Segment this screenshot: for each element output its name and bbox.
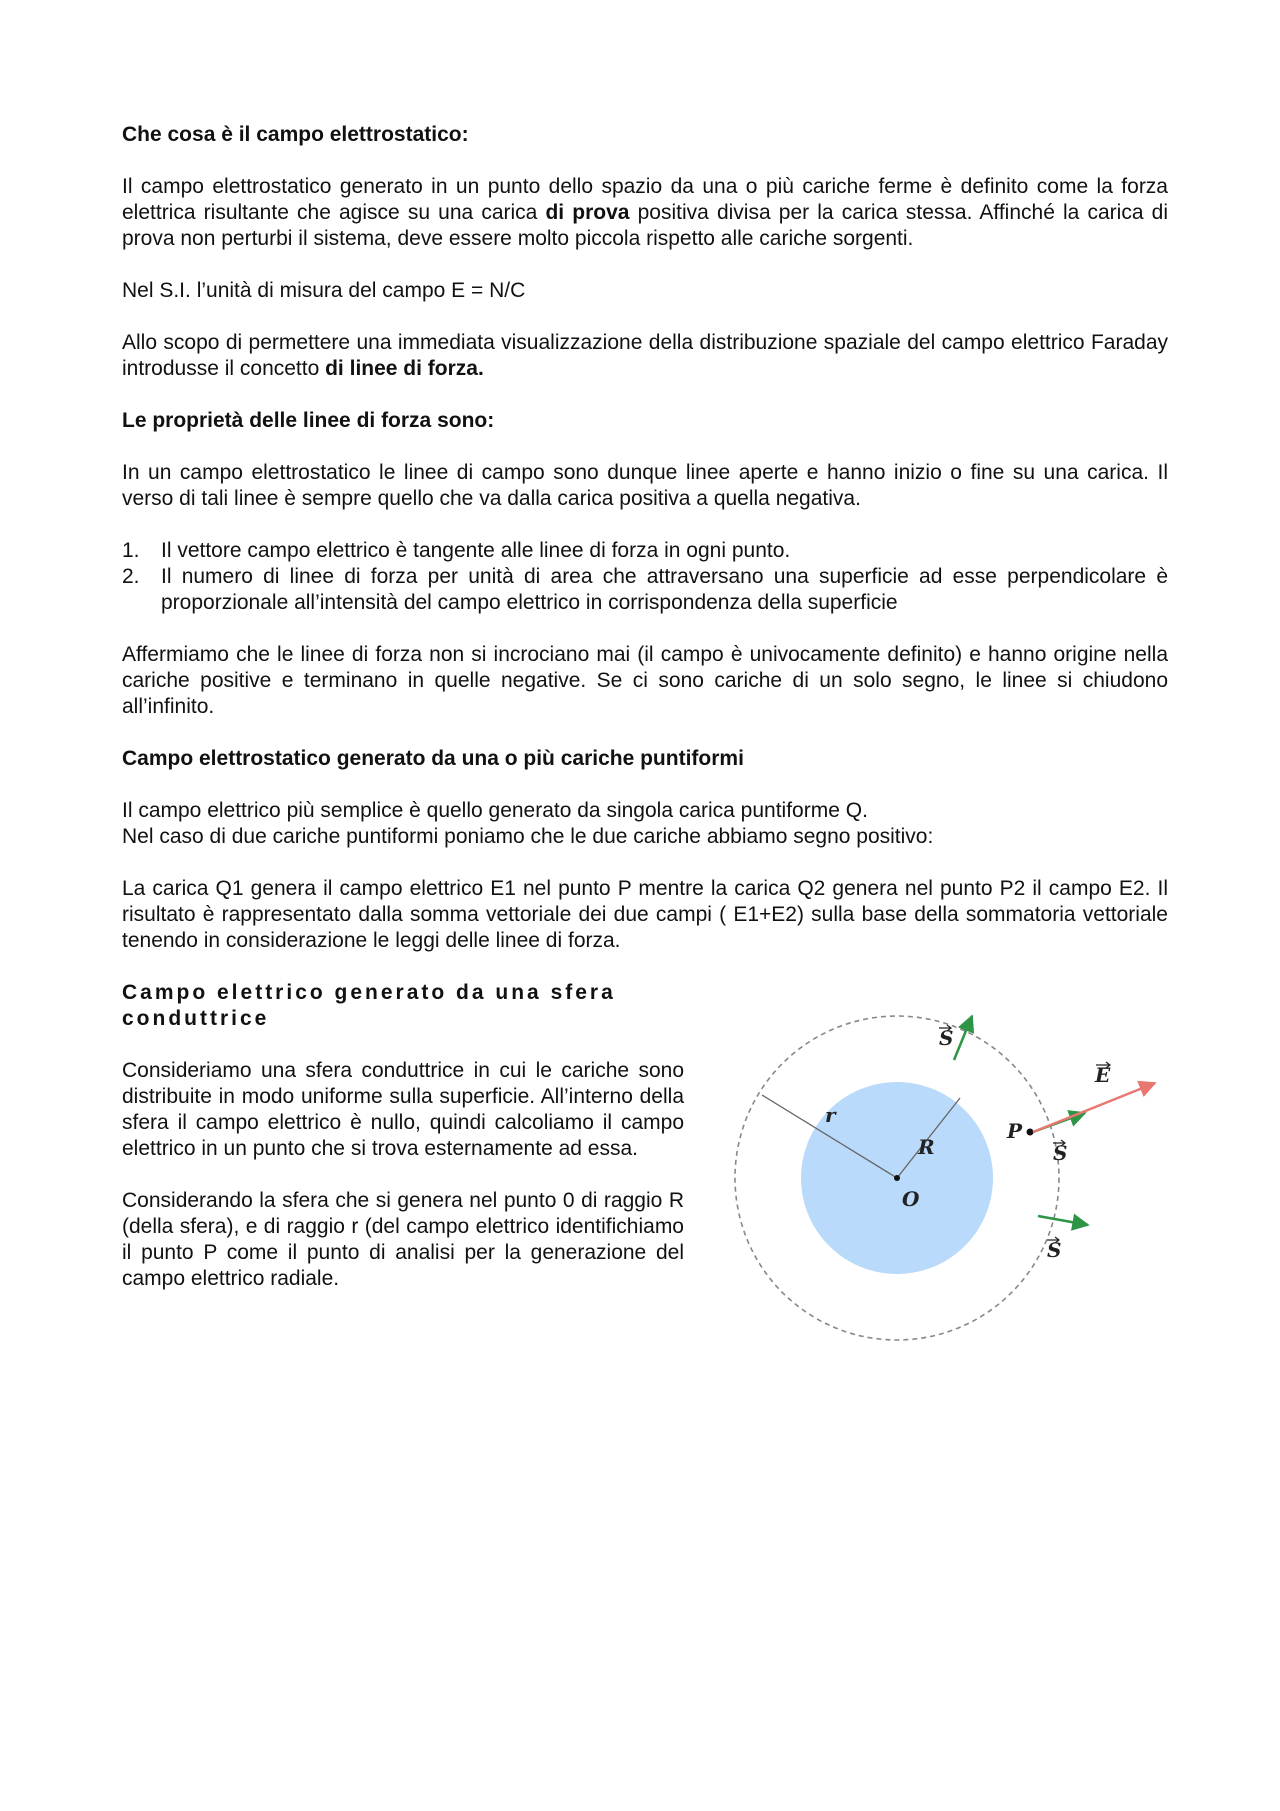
paragraph-faraday: Allo scopo di permettere una immediata visualizzazione della distribuzione spaziale del campo elettrico Faraday introdusse il concetto di linee di forza.: [122, 331, 1168, 380]
vector-s-bottom: [1038, 1216, 1088, 1225]
paragraph-somma-vettoriale: La carica Q1 genera il campo elettrico E1 nel punto P mentre la carica Q2 genera nel punto P2 il campo E2. Il risultato è rappresentato dalla somma vettoriale dei due campi ( E1+E2) sulla base della sommatoria vettoriale tenendo in considerazione le leggi delle linee di forza.: [122, 877, 1168, 952]
sphere-diagram: [727, 970, 1177, 1350]
svg-text:S: S: [939, 1026, 954, 1050]
document-page: [122, 122, 1168, 1380]
paragraph-sfera-1: Consideriamo una sfera conduttrice in cui le cariche sono distribuite in modo uniforme sulla superficie. All’interno della sfera il campo elettrico è nullo, quindi calcoliamo il campo elettrico in un punto che si trova esternamente ad essa.: [122, 1059, 684, 1160]
sphere-section: [122, 980, 1168, 1380]
list-item: 2. Il numero di linee di forza per unità di area che attraversano una superficie ad esse perpendicolare è proporzionale all’intensità del campo elettrico in corrispondenza della superficie: [122, 565, 1168, 614]
paragraph-unit: Nel S.I. l’unità di misura del campo E = N/C: [122, 279, 526, 302]
svg-text:S: S: [1053, 1141, 1068, 1165]
section-title-cariche-puntiformi: Campo elettrostatico generato da una o più cariche puntiformi: [122, 747, 744, 770]
paragraph-carica-singola: Il campo elettrico più semplice è quello generato da singola carica puntiforme Q.: [122, 799, 868, 822]
label-s-bottom: [1047, 1237, 1061, 1262]
paragraph-linee-outro: Affermiamo che le linee di forza non si incrociano mai (il campo è univocamente definito) e hanno origine nella cariche positive e terminano in quelle negative. Se ci sono cariche di un solo segno, le linee si chiudono all’infinito.: [122, 643, 1168, 718]
svg-text:r: r: [825, 1103, 836, 1127]
label-e: [1094, 1062, 1111, 1087]
label-s-top: [939, 1025, 953, 1050]
svg-text:S: S: [1047, 1238, 1062, 1262]
paragraph-definition: Il campo elettrostatico generato in un punto dello spazio da una o più cariche ferme è definito come la forza elettrica risultante che agisce su una carica di prova positiva divisa per la carica stessa. Affinché la carica di prova non perturbi il sistema, deve essere molto piccola rispetto alle cariche sorgenti.: [122, 175, 1168, 250]
sphere-field-figure: [727, 970, 1177, 1350]
svg-text:P: P: [1007, 1119, 1023, 1143]
svg-text:E: E: [1095, 1063, 1111, 1087]
svg-text:O: O: [902, 1187, 920, 1211]
paragraph-sfera-2: Considerando la sfera che si genera nel punto 0 di raggio R (della sfera), e di raggio r (del campo elettrico identifichiamo il punto P come il punto di analisi per la generazione del campo elettrico radiale.: [122, 1189, 684, 1290]
label-R: [917, 1135, 935, 1159]
center-point: [894, 1175, 900, 1181]
label-o: [902, 1187, 920, 1211]
paragraph-linee-intro: In un campo elettrostatico le linee di campo sono dunque linee aperte e hanno inizio o fine su una carica. Il verso di tali linee è sempre quello che va dalla carica positiva a quella negativa.: [122, 461, 1168, 510]
sphere-text-column: [122, 980, 684, 1292]
properties-list: [122, 538, 1168, 616]
label-r: [825, 1103, 837, 1127]
list-item: 1. Il vettore campo elettrico è tangente alle linee di forza in ogni punto.: [122, 539, 791, 562]
label-p: [1006, 1119, 1023, 1143]
section-title-sfera-conduttrice: Campo elettrico generato da una sfera conduttrice: [122, 981, 616, 1030]
vector-s-top: [954, 1016, 972, 1060]
section-title-campo-elettrostatico: Che cosa è il campo elettrostatico:: [122, 123, 469, 146]
section-title-proprieta: Le proprietà delle linee di forza sono:: [122, 409, 495, 432]
svg-text:R: R: [918, 1135, 935, 1159]
label-s-p: [1053, 1140, 1067, 1165]
vector-e: [1033, 1083, 1155, 1132]
paragraph-due-cariche: Nel caso di due cariche puntiformi poniamo che le due cariche abbiamo segno positivo:: [122, 825, 934, 848]
point-p: [1027, 1129, 1034, 1136]
